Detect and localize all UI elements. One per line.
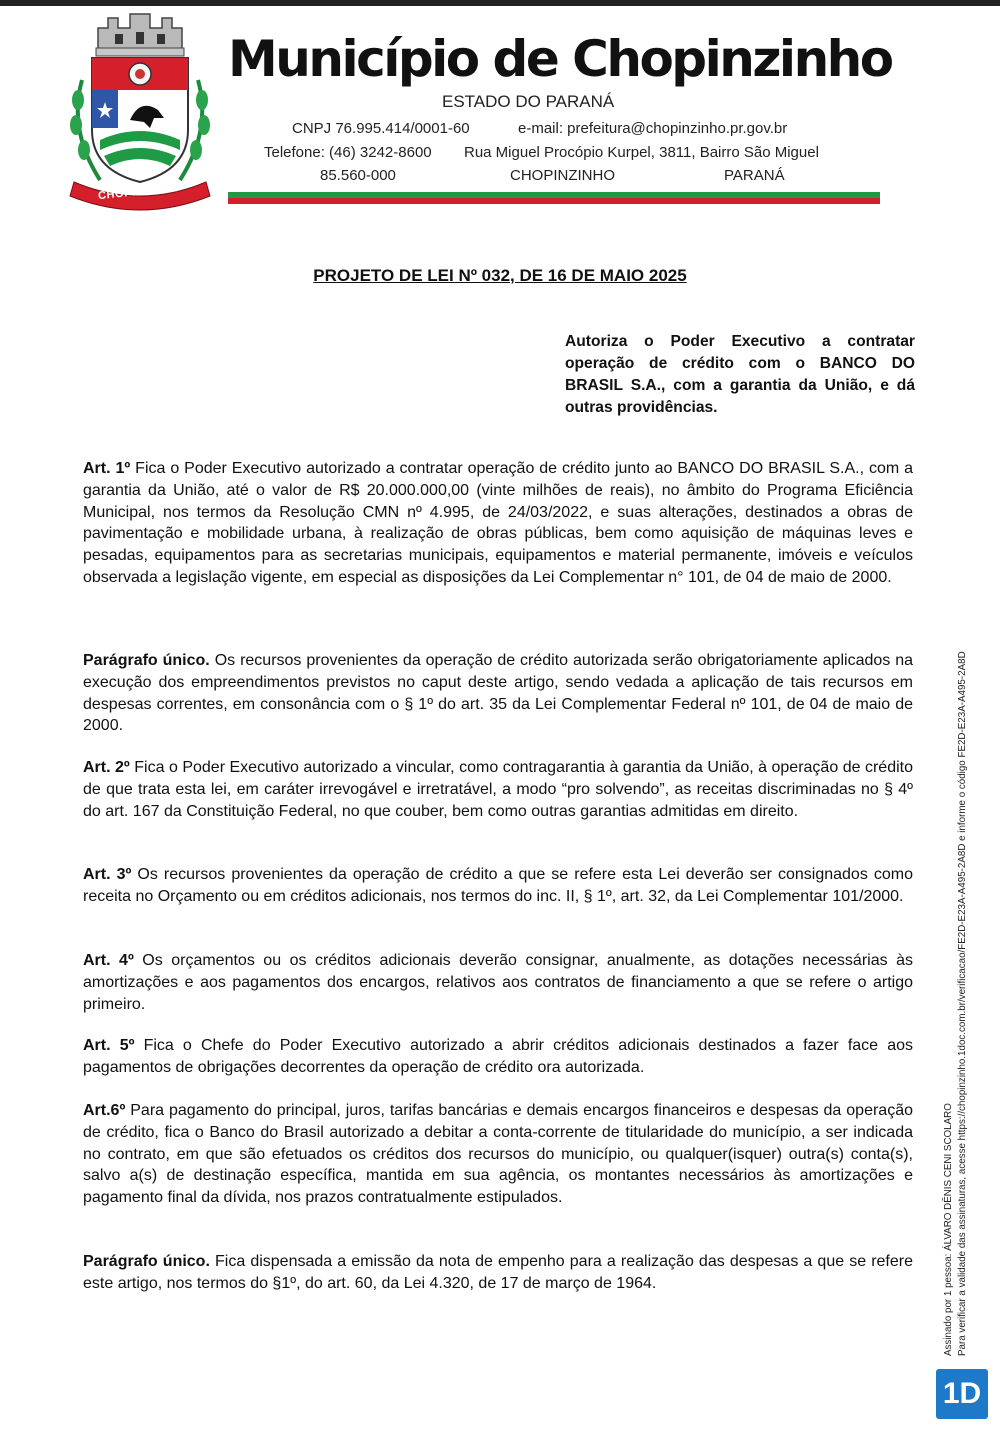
article-1 bbox=[83, 458, 913, 589]
paragraph-label: Art.6º bbox=[83, 1102, 126, 1119]
paragraph-text: Os recursos provenientes da operação de crédito a que se refere esta Lei deverão ser consignados como receita no Orçamento ou em créditos adicionais, nos termos do inc. II, § 1º, art. 32, da Lei Complementar 101/2000. bbox=[83, 866, 913, 905]
paragraph-label: Art. 4º bbox=[83, 952, 134, 969]
signature-signer: Assinado por 1 pessoa: ÁLVARO DÊNIS CENI SCOLARO bbox=[943, 1103, 954, 1356]
paragraph-label: Parágrafo único. bbox=[83, 652, 210, 669]
paragraph-text: Fica o Chefe do Poder Executivo autorizado a abrir créditos adicionais destinados a fazer face aos pagamentos de obrigações decorrentes da operação de crédito ora autorizada. bbox=[83, 1037, 913, 1076]
paragraph-label: Art. 3º bbox=[83, 866, 132, 883]
paragraph-text: Fica dispensada a emissão da nota de empenho para a realização das despesas a que se refere este artigo, nos termos do §1º, do art. 60, da Lei 4.320, de 17 de março de 1964. bbox=[83, 1253, 914, 1292]
municipality-title: Município de Chopinzinho bbox=[228, 30, 892, 88]
article-5 bbox=[83, 1035, 913, 1079]
paragraph-text: Os orçamentos ou os créditos adicionais deverão consignar, anualmente, as dotações necessárias às amortizações e aos pagamentos dos encargos, relativos aos contratos de financiamento a que se refere o artigo primeiro. bbox=[83, 952, 913, 1013]
top-border bbox=[0, 0, 1000, 6]
signature-verification-strip bbox=[942, 651, 970, 1356]
ementa: Autoriza o Poder Executivo a contratar operação de crédito com o BANCO DO BRASIL S.A., com a garantia da União, e dá outras providências. bbox=[565, 333, 915, 416]
paragraph-label: Art. 5º bbox=[83, 1037, 135, 1054]
paragraph-label: Parágrafo único. bbox=[83, 1253, 210, 1270]
paragraph-label: Art. 2º bbox=[83, 759, 130, 776]
uf: PARANÁ bbox=[724, 167, 785, 184]
paragraph-text: Para pagamento do principal, juros, tarifas bancárias e demais encargos financeiros e despesas da operação de crédito, fica o Banco do Brasil autorizado a debitar a conta-corrente de titularidade do município, a ser indicada no contrato, em que são efetuados os créditos dos recursos do município, ou qualquer(isquer) outra(s) conta(s), salvo a(s) de destinação específica, mantida em sua agência, os montantes necessários às amortizações e pagamento final da dívida, nos prazos contratualmente estipulados. bbox=[83, 1102, 913, 1207]
signature-verify-link[interactable]: Para verificar a validade das assinaturas, acesse https://chopinzinho.1doc.com.br/verificacao/FE2D-E23A-A495-2A8D e informe o código FE2D-E23A-A495-2A8D bbox=[957, 651, 968, 1356]
1doc-logo-icon: 1D bbox=[936, 1369, 988, 1419]
article-6-sole-paragraph bbox=[83, 1251, 913, 1295]
article-2 bbox=[83, 757, 913, 822]
article-1-sole-paragraph bbox=[83, 650, 913, 737]
article-6 bbox=[83, 1100, 913, 1209]
crest-label: CHOPINZINHO bbox=[97, 181, 181, 203]
cnpj: CNPJ 76.995.414/0001-60 bbox=[292, 120, 470, 137]
phone: Telefone: (46) 3242-8600 bbox=[264, 144, 432, 161]
document-title: PROJETO DE LEI Nº 032, DE 16 DE MAIO 2025 bbox=[313, 266, 687, 285]
article-3 bbox=[83, 864, 913, 908]
email-link[interactable]: e-mail: prefeitura@chopinzinho.pr.gov.br bbox=[518, 120, 788, 137]
paragraph-text: Os recursos provenientes da operação de crédito autorizada serão obrigatoriamente aplicados na execução dos empreendimentos previstos no caput deste artigo, sendo vedada a aplicação de tais recursos em despesas correntes, em consonância com o § 1º do art. 35 da Lei Complementar Federal nº 101, de 04 de maio de 2000. bbox=[83, 652, 913, 735]
state-name: ESTADO DO PARANÁ bbox=[442, 92, 615, 111]
header-rule-red bbox=[228, 198, 880, 204]
paragraph-label: Art. 1º bbox=[83, 460, 131, 477]
article-4 bbox=[83, 950, 913, 1015]
cep: 85.560-000 bbox=[320, 167, 396, 184]
paragraph-text: Fica o Poder Executivo autorizado a contratar operação de crédito junto ao BANCO DO BRASIL S.A., com a garantia da União, até o valor de R$ 20.000.000,00 (vinte milhões de reais), no âmbito do Programa Eficiência Municipal, nos termos da Resolução CMN nº 4.995, de 24/03/2022, e suas alterações, destinados a obras de pavimentação e mobilidade urbana, à realização de obras públicas, bem como aquisição de máquinas leves e pesadas, equipamentos para as secretarias municipais, equipamentos e material permanente, imóveis e veículos observada a legislação vigente, em especial as disposições da Lei Complementar n° 101, de 04 de maio de 2000. bbox=[83, 460, 913, 586]
address: Rua Miguel Procópio Kurpel, 3811, Bairro São Miguel bbox=[464, 144, 819, 161]
city: CHOPINZINHO bbox=[510, 167, 615, 184]
paragraph-text: Fica o Poder Executivo autorizado a vincular, como contragarantia à garantia da União, à operação de crédito de que trata esta lei, em caráter irrevogável e irretratável, a modo “pro solvendo”, as receitas discriminadas no § 4º do art. 167 da Constituição Federal, no que couber, bem como outras garantias admitidas em direito. bbox=[83, 759, 913, 820]
